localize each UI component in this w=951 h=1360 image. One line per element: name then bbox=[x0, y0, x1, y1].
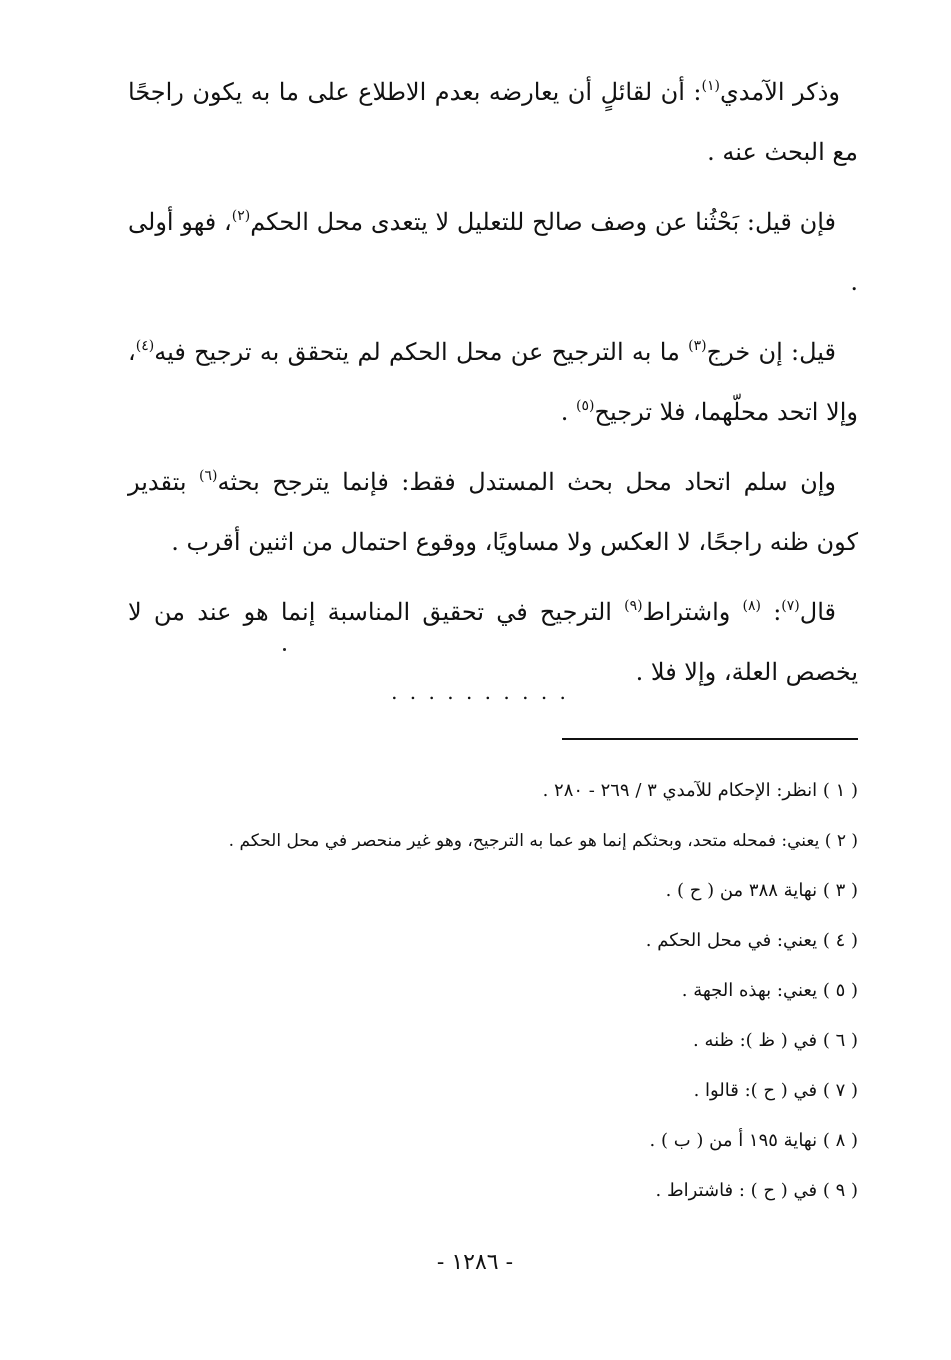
text-run: ، فهو أولى . bbox=[128, 208, 858, 296]
footnote-4: ( ٤ ) يعني: في محل الحكم . bbox=[645, 930, 858, 951]
text-run: فإن قيل: بَحْثُنا عن وصف صالح للتعليل لا يتعدى محل الحكم bbox=[250, 208, 836, 236]
footnote-ref: (٢) bbox=[231, 208, 251, 224]
footnote-ref: (٧) bbox=[781, 598, 800, 614]
text-run: ، وإلا اتحد محلّهما، فلا ترجيح bbox=[128, 338, 858, 426]
footnote-3: ( ٣ ) نهاية ٣٨٨ من ( ح ) . bbox=[665, 880, 858, 901]
text-run: قيل: إن خرج bbox=[706, 338, 836, 366]
footnote-ref: (٣) bbox=[688, 338, 707, 354]
footnote-8: ( ٨ ) نهاية ١٩٥ أ من ( ب ) . bbox=[649, 1130, 858, 1151]
main-text bbox=[128, 62, 858, 712]
paragraph-2 bbox=[128, 192, 858, 312]
footnote-2: ( ٢ ) يعني: فمحله متحد، وبحثكم إنما هو عما به الترجيح، وهو غير منحصر في محل الحكم . bbox=[228, 831, 858, 851]
text-run: : bbox=[761, 598, 782, 626]
paragraph-3 bbox=[128, 322, 858, 442]
text-run: وذكر الآمدي bbox=[719, 78, 840, 106]
text-run: الترجيح في تحقيق المناسبة إنما هو عند من لا يخصص العلة، وإلا فلا . bbox=[128, 598, 858, 686]
page-number: - ١٢٨٦ - bbox=[436, 1250, 514, 1275]
footnote-ref: (٦) bbox=[199, 468, 218, 484]
paragraph-1 bbox=[128, 62, 858, 182]
footnote-9: ( ٩ ) في ( ح ) : فاشتراط . bbox=[655, 1180, 858, 1201]
text-run: : أن لقائلٍ أن يعارضه بعدم الاطلاع على ما به يكون راجحًا مع البحث عنه . bbox=[128, 78, 858, 166]
footnote-ref: (١) bbox=[701, 78, 720, 94]
text-run: ما به الترجيح عن محل الحكم لم يتحقق به ترجيح فيه bbox=[154, 338, 689, 366]
section-separator: . . . . . . . . . . bbox=[391, 680, 569, 704]
paragraph-4 bbox=[128, 452, 858, 572]
footnote-ref: (٩) bbox=[624, 598, 643, 614]
ink-speck bbox=[283, 648, 286, 651]
text-run: قال bbox=[799, 598, 836, 626]
text-run: . bbox=[560, 398, 577, 426]
footnote-ref: (٥) bbox=[576, 398, 595, 414]
footnote-7: ( ٧ ) في ( ح ): قالوا . bbox=[693, 1080, 858, 1101]
footnotes bbox=[150, 768, 858, 1218]
text-run: بتقدير كون ظنه راجحًا، لا العكس ولا مساويًا، ووقوع احتمال من اثنين أقرب . bbox=[128, 468, 858, 556]
footnote-5: ( ٥ ) يعني: بهذه الجهة . bbox=[681, 980, 858, 1001]
footnote-ref: (٤) bbox=[135, 338, 155, 354]
footnote-6: ( ٦ ) في ( ظ ): ظنه . bbox=[693, 1030, 858, 1051]
footnote-ref: (٨) bbox=[742, 598, 761, 614]
footnote-rule bbox=[562, 738, 858, 740]
text-run: وإن سلم اتحاد محل بحث المستدل فقط: فإنما يترجح بحثه bbox=[217, 468, 836, 496]
text-run: واشتراط bbox=[642, 598, 743, 626]
footnote-1: ( ١ ) انظر: الإحكام للآمدي ٣ / ٢٦٩ - ٢٨٠ . bbox=[542, 780, 858, 801]
